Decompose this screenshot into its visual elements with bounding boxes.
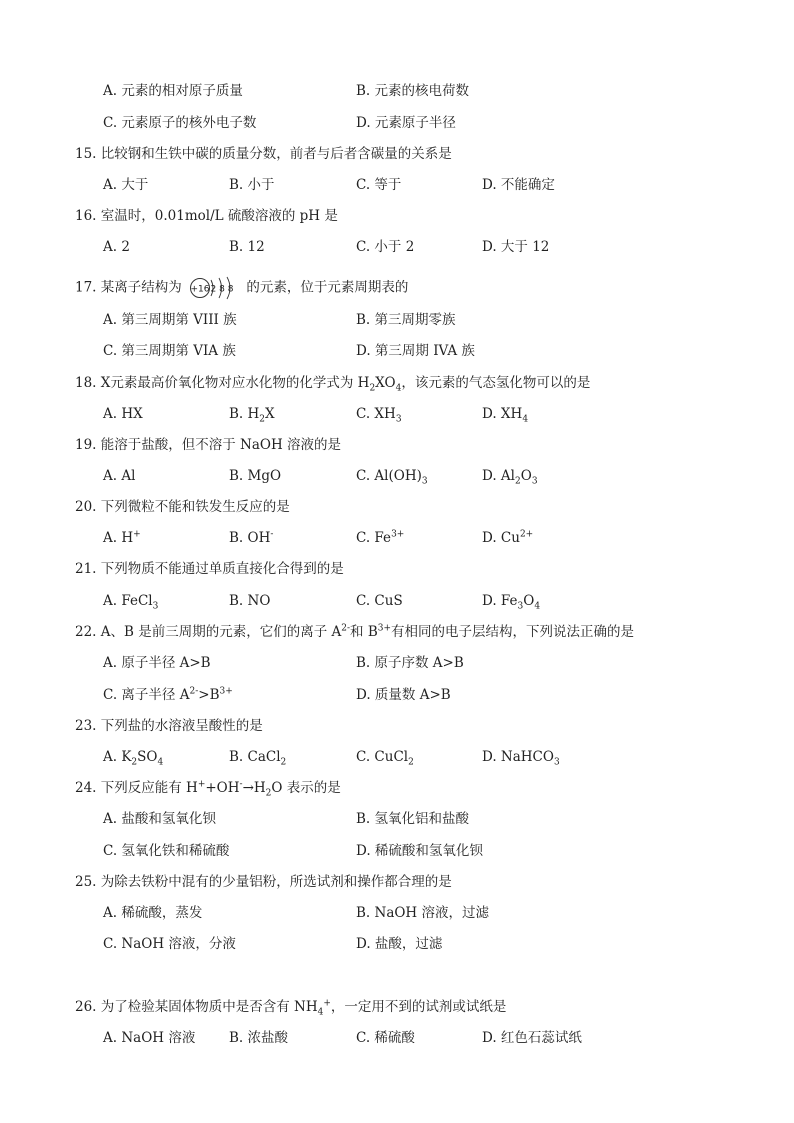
q22-sup: 2- (341, 623, 351, 634)
q24-sup: - (239, 779, 243, 790)
q20-stem: 20. 下列微粒不能和铁发生反应的是 (75, 499, 290, 515)
q21-option-d (482, 592, 540, 610)
q26-sup: + (323, 998, 331, 1009)
q22-stem-pre: 22. A、B 是前三周期的元素，它们的离子 A (75, 624, 342, 640)
ion-structure-diagram (188, 275, 240, 301)
q18-option-d (482, 405, 528, 423)
q17-option-d: D. 第三周期 IVA 族 (356, 343, 475, 359)
q26-stem (75, 998, 506, 1016)
q21-option-b: B. NO (229, 593, 271, 609)
q18-c-sub: 3 (395, 414, 402, 425)
q21-d-mid: O (523, 593, 535, 609)
q17-stem-post: 的元素，位于元素周期表的 (246, 279, 409, 296)
q21-option-c: C. CuS (356, 593, 403, 609)
q21-d-pre: D. Fe (482, 593, 518, 609)
q23-a-sub: 4 (157, 757, 164, 768)
q22-c-sup: 2- (189, 686, 199, 697)
q26-stem-pre: 26. 为了检验某固体物质中是否含有 NH (75, 999, 318, 1015)
q20-option-c (356, 529, 404, 547)
q26-sub: 4 (317, 1007, 324, 1018)
q21-stem: 21. 下列物质不能通过单质直接化合得到的是 (75, 561, 344, 577)
q24-stem-post: O 表示的是 (271, 780, 341, 796)
q24-sub: 2 (265, 788, 272, 799)
q19-c-pre: C. Al(OH) (356, 468, 422, 484)
q20-c-text: C. Fe (356, 530, 392, 546)
q24-option-d: D. 稀硫酸和氢氧化钡 (356, 843, 483, 859)
q19-option-b: B. MgO (229, 468, 282, 484)
q18-sub: 4 (395, 383, 402, 394)
q17-option-c: C. 第三周期第 VIA 族 (103, 343, 236, 359)
q18-stem-post: ，该元素的气态氢化物可以的是 (401, 375, 591, 391)
q23-a-post: SO (137, 749, 158, 765)
q14-option-a: A. 元素的相对原子质量 (103, 83, 243, 99)
q20-a-sup: + (133, 529, 141, 540)
q19-stem: 19. 能溶于盐酸，但不溶于 NaOH 溶液的是 (75, 437, 342, 453)
q24-option-b: B. 氢氧化铝和盐酸 (356, 811, 470, 827)
q20-d-sup: 2+ (519, 529, 534, 540)
q22-option-a: A. 原子半径 A>B (103, 655, 211, 671)
q20-option-d (482, 529, 533, 547)
q20-b-sup: - (270, 529, 274, 540)
q24-option-c: C. 氢氧化铁和稀硫酸 (103, 843, 230, 859)
q25-option-b: B. NaOH 溶液，过滤 (356, 905, 489, 921)
q22-c-pre: C. 离子半径 A (103, 687, 190, 703)
q23-a-pre: A. K (103, 749, 132, 765)
q14-option-c: C. 元素原子的核外电子数 (103, 115, 257, 131)
q18-option-b (229, 405, 275, 423)
q24-option-a: A. 盐酸和氢氧化钡 (103, 811, 216, 827)
ion-electron-shells: 2 8 8 (210, 284, 234, 295)
q25-option-a: A. 稀硫酸，蒸发 (103, 905, 203, 921)
q16-option-a: A. 2 (103, 239, 130, 255)
q19-d-sub: 2 (515, 476, 521, 487)
q22-option-c (103, 686, 233, 704)
q16-option-d: D. 大于 12 (482, 239, 550, 255)
q24-sup: + (197, 779, 206, 790)
q19-d-pre: D. Al (482, 468, 515, 484)
q17-option-a: A. 第三周期第 VIII 族 (103, 312, 237, 328)
q24-stem (75, 779, 341, 797)
q23-option-a (103, 748, 163, 766)
q15-option-c: C. 等于 (356, 177, 402, 193)
q20-d-text: D. Cu (482, 530, 520, 546)
q18-c-pre: C. XH (356, 406, 396, 422)
q18-b-post: X (265, 406, 275, 422)
q20-b-text: B. OH (229, 530, 271, 546)
q18-b-pre: B. H (229, 406, 260, 422)
q23-option-b (229, 748, 286, 766)
q23-b-sub: 2 (280, 757, 287, 768)
q20-option-b (229, 529, 273, 547)
q23-option-d (482, 748, 560, 766)
q23-d-sub: 3 (553, 757, 560, 768)
q17-stem-pre: 17. 某离子结构为 (75, 279, 182, 296)
q18-option-a: A. HX (103, 406, 143, 422)
q23-c-sub: 2 (408, 757, 414, 768)
q22-stem (75, 623, 634, 641)
q21-a-pre: A. FeCl (103, 593, 153, 609)
q22-option-d: D. 质量数 A>B (356, 687, 451, 703)
q19-option-d (482, 467, 538, 485)
q15-option-b: B. 小于 (229, 177, 275, 193)
q19-option-c (356, 467, 428, 485)
q18-sub: 2 (369, 383, 376, 394)
q26-option-c: C. 稀硫酸 (356, 1030, 415, 1046)
q24-stem-pre: 24. 下列反应能有 H (75, 780, 198, 796)
q16-option-b: B. 12 (229, 239, 265, 255)
q26-option-b: B. 浓盐酸 (229, 1030, 289, 1046)
q21-d-sub: 4 (534, 601, 541, 612)
q17-option-b: B. 第三周期零族 (356, 312, 456, 328)
q18-stem-pre: 18. X元素最高价氧化物对应水化物的化学式为 H (75, 375, 370, 391)
q19-option-a: A. Al (103, 468, 136, 484)
q15-option-d: D. 不能确定 (482, 177, 555, 193)
q22-c-mid: >B (198, 687, 220, 703)
q23-option-c (356, 748, 414, 766)
q26-stem-post: ，一定用不到的试剂或试纸是 (330, 999, 507, 1015)
q15-option-a: A. 大于 (103, 177, 149, 193)
q23-d-pre: D. NaHCO (482, 749, 554, 765)
q21-option-a (103, 592, 158, 610)
q23-c-pre: C. CuCl (356, 749, 409, 765)
q18-b-sub: 2 (259, 414, 266, 425)
q22-stem-mid: 和 B (350, 624, 378, 640)
q26-option-a: A. NaOH 溶液 (103, 1030, 196, 1046)
q14-option-d: D. 元素原子半径 (356, 115, 456, 131)
q22-sup: 3+ (377, 623, 392, 634)
q25-option-d: D. 盐酸，过滤 (356, 936, 443, 952)
q16-option-c: C. 小于 2 (356, 239, 415, 255)
q23-stem: 23. 下列盐的水溶液呈酸性的是 (75, 718, 263, 734)
q18-stem (75, 374, 590, 392)
q17-stem (75, 275, 408, 301)
ion-nucleus-charge: +16 (190, 284, 210, 295)
q18-stem-mid: XO (375, 375, 396, 391)
q21-d-sub: 3 (517, 601, 524, 612)
q19-c-sub: 3 (421, 476, 428, 487)
q26-option-d: D. 红色石蕊试纸 (482, 1030, 582, 1046)
q23-b-pre: B. CaCl (229, 749, 281, 765)
q24-stem-mid: +OH (205, 780, 240, 796)
q22-option-b: B. 原子序数 A>B (356, 655, 464, 671)
q18-option-c (356, 405, 402, 423)
q24-stem-arrow: →H (242, 780, 266, 796)
q20-a-text: A. H (103, 530, 134, 546)
q21-a-sub: 3 (152, 601, 159, 612)
q19-d-sub: 3 (531, 476, 538, 487)
q25-option-c: C. NaOH 溶液，分液 (103, 936, 236, 952)
q20-c-sup: 3+ (391, 529, 405, 540)
q16-stem: 16. 室温时，0.01mol/L 硫酸溶液的 pH 是 (75, 208, 338, 224)
q25-stem: 25. 为除去铁粉中混有的少量铝粉，所选试剂和操作都合理的是 (75, 874, 452, 890)
q18-d-sub: 4 (522, 414, 529, 425)
q22-c-sup: 3+ (219, 686, 233, 697)
q22-stem-post: 有相同的电子层结构，下列说法正确的是 (391, 624, 635, 640)
q20-option-a (103, 529, 141, 547)
q19-d-mid: O (520, 468, 532, 484)
q23-a-sub: 2 (131, 757, 138, 768)
q14-option-b: B. 元素的核电荷数 (356, 83, 470, 99)
q18-d-pre: D. XH (482, 406, 523, 422)
q15-stem: 15. 比较钢和生铁中碳的质量分数，前者与后者含碳量的关系是 (75, 146, 452, 162)
